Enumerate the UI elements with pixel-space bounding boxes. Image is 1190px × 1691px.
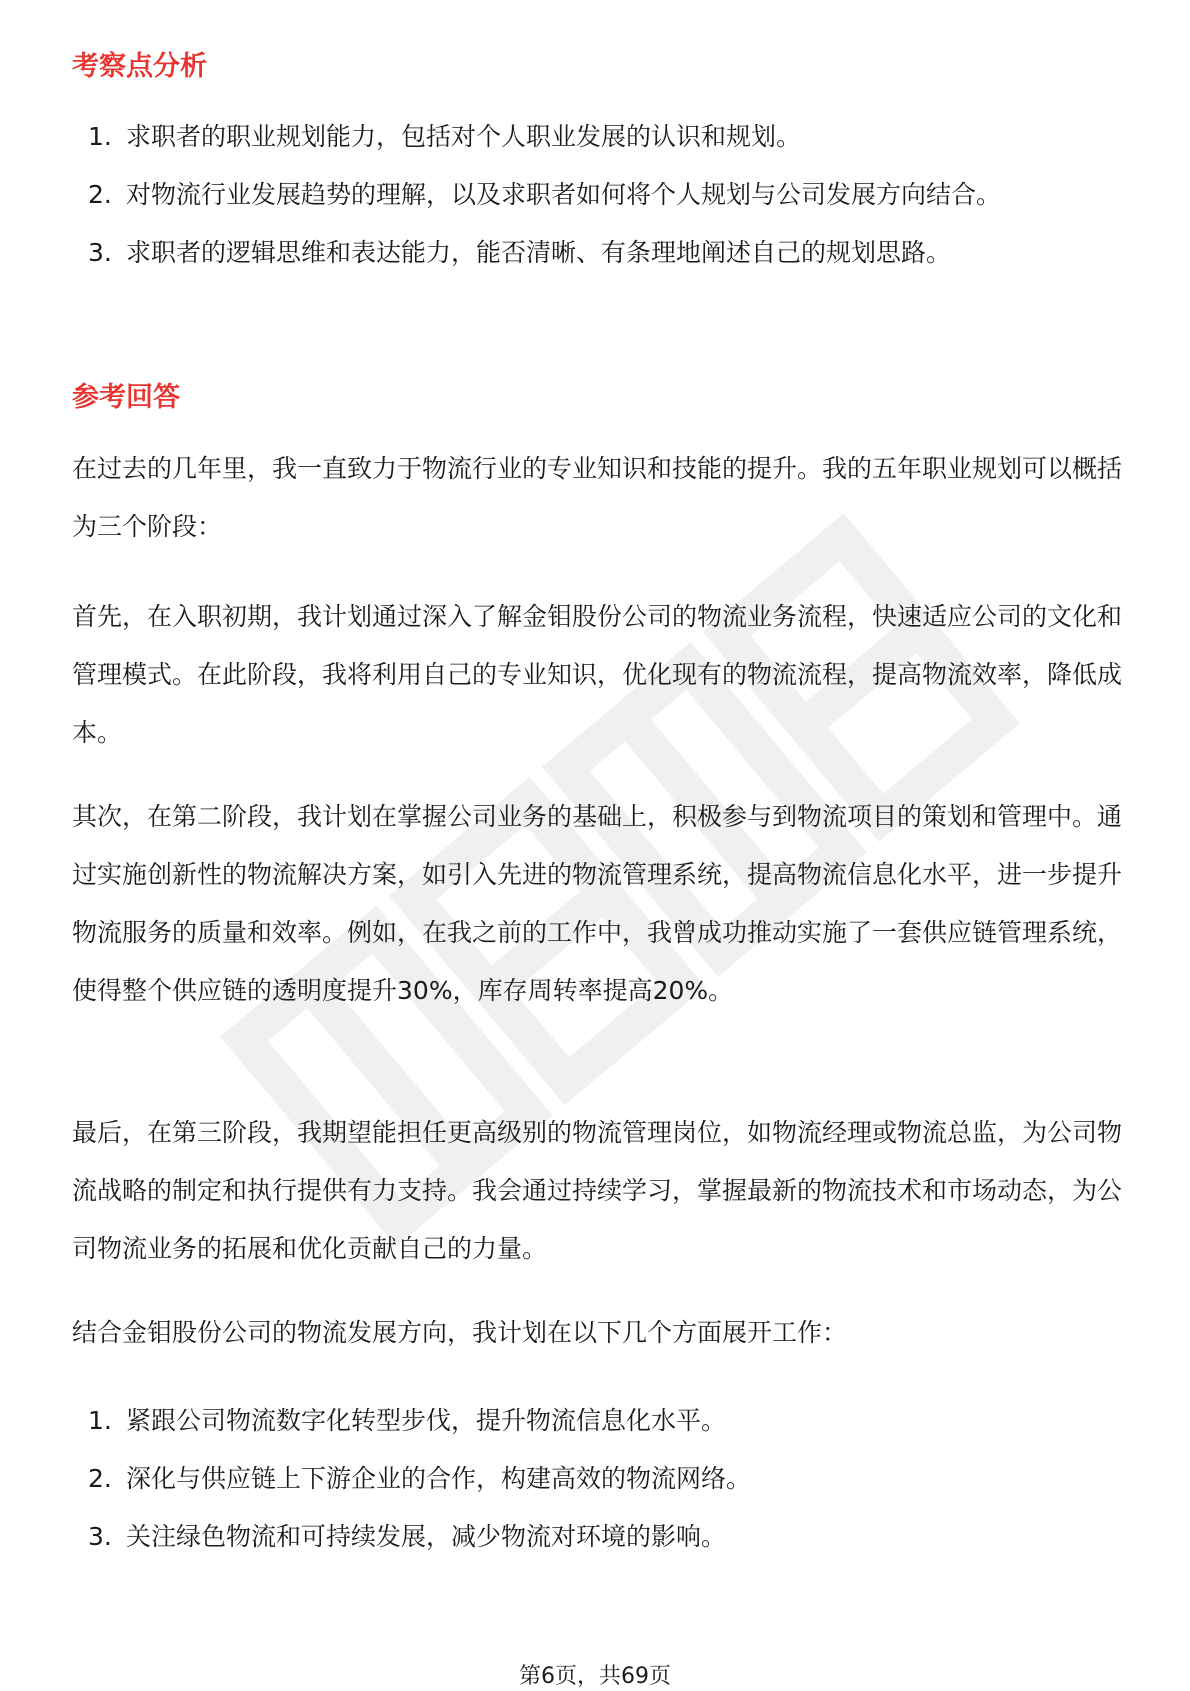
list-item: 2. 对物流行业发展趋势的理解，以及求职者如何将个人规划与公司发展方向结合。 (88, 180, 1002, 209)
analysis-list (72, 108, 1122, 282)
section-title-answer: 参考回答 (72, 382, 180, 413)
list-item: 3. 关注绿色物流和可持续发展，减少物流对环境的影响。 (88, 1522, 727, 1551)
answer-paragraph-intro: 在过去的几年里，我一直致力于物流行业的专业知识和技能的提升。我的五年职业规划可以概括为三个阶段： (72, 454, 1123, 541)
answer-paragraph-stage-three: 最后，在第三阶段，我期望能担任更高级别的物流管理岗位，如物流经理或物流总监，为公司物流战略的制定和执行提供有力支持。我会通过持续学习，掌握最新的物流技术和市场动态，为公司物流业务的拓展和优化贡献自己的力量。 (72, 1118, 1123, 1263)
list-item: 1. 求职者的职业规划能力，包括对个人职业发展的认识和规划。 (88, 122, 802, 151)
list-item: 2. 深化与供应链上下游企业的合作，构建高效的物流网络。 (88, 1464, 752, 1493)
page-number: 第6页，共69页 (519, 1664, 671, 1689)
list-item: 3. 求职者的逻辑思维和表达能力，能否清晰、有条理地阐述自己的规划思路。 (88, 238, 952, 267)
list-item: 1. 紧跟公司物流数字化转型步伐，提升物流信息化水平。 (88, 1406, 727, 1435)
answer-paragraph-direction: 结合金钼股份公司的物流发展方向，我计划在以下几个方面展开工作： (72, 1318, 848, 1347)
answer-paragraph-stage-two: 其次，在第二阶段，我计划在掌握公司业务的基础上，积极参与到物流项目的策划和管理中。通过实施创新性的物流解决方案，如引入先进的物流管理系统，提高物流信息化水平，进一步提升物流服务的质量和效率。例如，在我之前的工作中，我曾成功推动实施了一套供应链管理系统，使得整个供应链的透明度提升30%，库存周转率提高20%。 (72, 802, 1123, 1005)
section-title-analysis: 考察点分析 (72, 51, 207, 82)
direction-list (72, 1392, 1122, 1566)
answer-paragraph-stage-one: 首先，在入职初期，我计划通过深入了解金钼股份公司的物流业务流程，快速适应公司的文化和管理模式。在此阶段，我将利用自己的专业知识，优化现有的物流流程，提高物流效率，降低成本。 (72, 602, 1123, 747)
